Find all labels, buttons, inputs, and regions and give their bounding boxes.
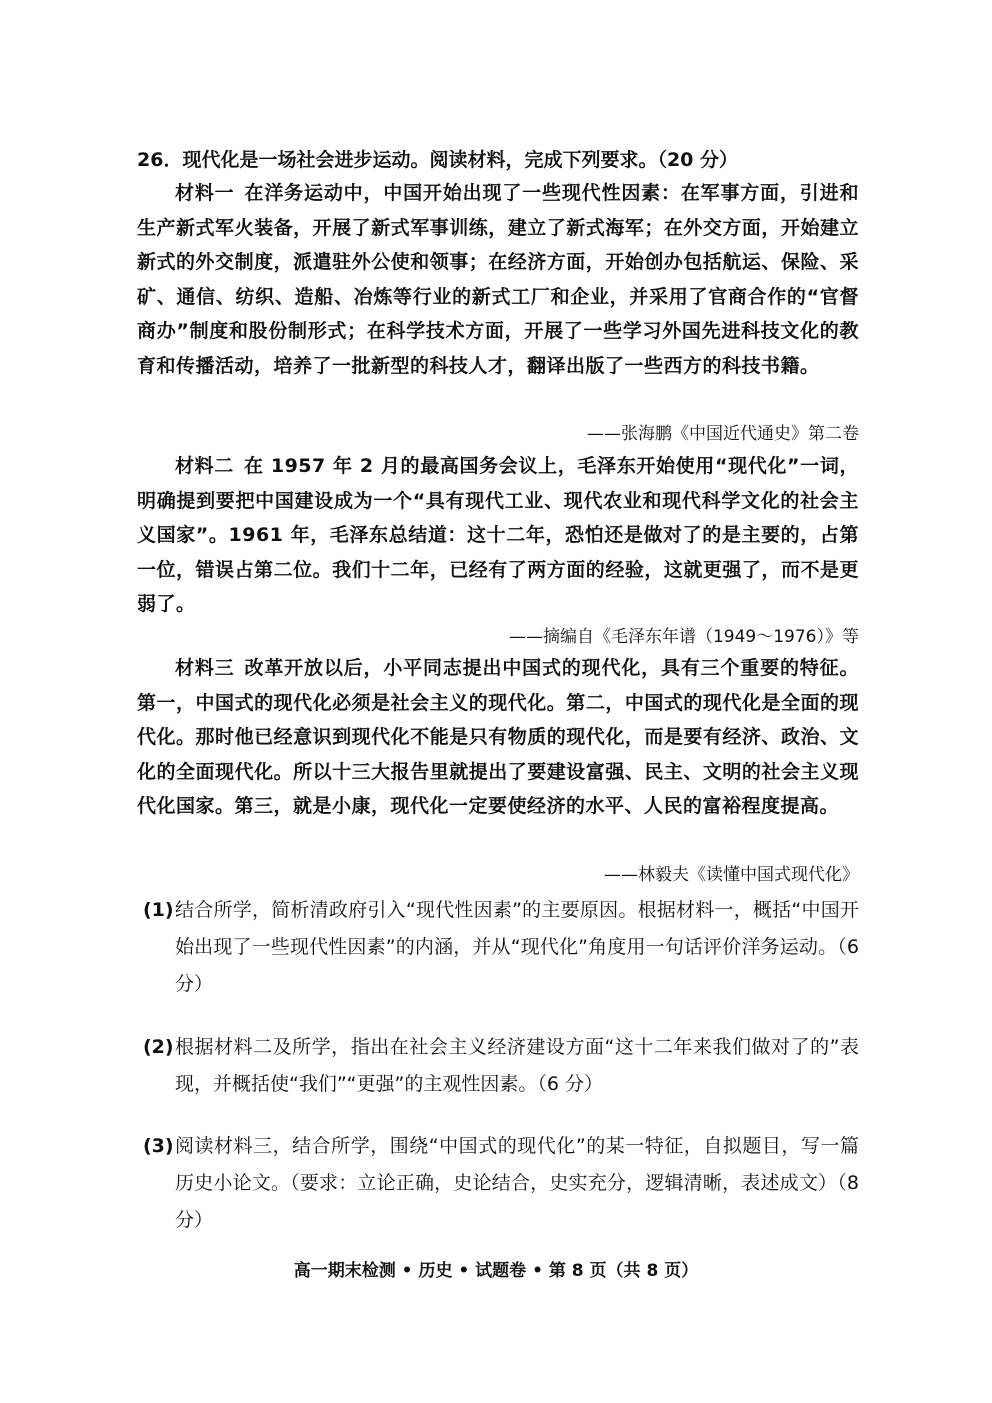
material-text: 改革开放以后，小平同志提出中国式的现代化，具有三个重要的特征。第一，中国式的现代化必须是社会主义的现代化。第二，中国式的现代化是全面的现代化。那时他已经意识到现代化不能是只有物质的现代化，而是要有经济、政治、文化的全面现代化。所以十三大报告里就提出了要建设富强、民主、文明的社会主义现代化国家。第三，就是小康，现代化一定要使经济的水平、人民的富裕程度提高。: [137, 657, 859, 817]
material-label: 材料三: [175, 657, 235, 679]
material-label: 材料二: [175, 455, 234, 477]
sub-question-text: 阅读材料三，结合所学，围绕“中国式的现代化”的某一特征，自拟题目，写一篇历史小论文。（要求：立论正确，史论结合，史实充分，逻辑清晰，表述成文）（8 分）: [175, 1135, 859, 1231]
sub-question-3: [143, 1128, 859, 1239]
sub-question-number: (2): [143, 1036, 174, 1058]
sub-question-number: (1): [143, 899, 174, 921]
sub-question-text: 根据材料二及所学，指出在社会主义经济建设方面“这十二年来我们做对了的”表现，并概括使“我们”“更强”的主观性因素。（6 分）: [175, 1036, 859, 1095]
sub-question-text: 结合所学，简析清政府引入“现代性因素”的主要原因。根据材料一，概括“中国开始出现了一些现代性因素”的内涵，并从“现代化”角度用一句话评价洋务运动。（6 分）: [175, 899, 859, 995]
material-1: [137, 176, 859, 383]
material-source: ——摘编自《毛泽东年谱（1949～1976）》等: [508, 627, 859, 647]
page-footer: 高一期末检测 • 历史 • 试题卷 • 第 8 页（共 8 页）: [293, 1261, 699, 1281]
sub-question-1: [143, 892, 859, 1003]
material-source: ——林毅夫《读懂中国式现代化》: [604, 865, 859, 885]
question-title: 26．现代化是一场社会进步运动。阅读材料，完成下列要求。（20 分）: [137, 149, 738, 171]
material-text: 在 1957 年 2 月的最高国务会议上，毛泽东开始使用“现代化”一词，明确提到要把中国建设成为一个“具有现代工业、现代农业和现代科学文化的社会主义国家”。1961 年，毛泽东总结道：这十二年，恐怕还是做对了的是主要的，占第一位，错误占第二位。我们十二年，已经有了两方面的经验，这就更强了，而不是更弱了。: [137, 455, 859, 615]
sub-question-number: (3): [143, 1135, 174, 1157]
material-label: 材料一: [175, 182, 235, 204]
material-text: 在洋务运动中，中国开始出现了一些现代性因素：在军事方面，引进和生产新式军火装备，开展了新式军事训练，建立了新式海军；在外交方面，开始建立新式的外交制度，派遣驻外公使和领事；在经济方面，开始创办包括航运、保险、采矿、通信、纺织、造船、冶炼等行业的新式工厂和企业，并采用了官商合作的“官督商办”制度和股份制形式；在科学技术方面，开展了一些学习外国先进科技文化的教育和传播活动，培养了一批新型的科技人才，翻译出版了一些西方的科技书籍。: [137, 182, 859, 377]
material-3: [137, 651, 859, 824]
material-2: [137, 449, 859, 622]
sub-question-2: [143, 1029, 859, 1103]
material-source: ——张海鹏《中国近代通史》第二卷: [587, 424, 859, 444]
